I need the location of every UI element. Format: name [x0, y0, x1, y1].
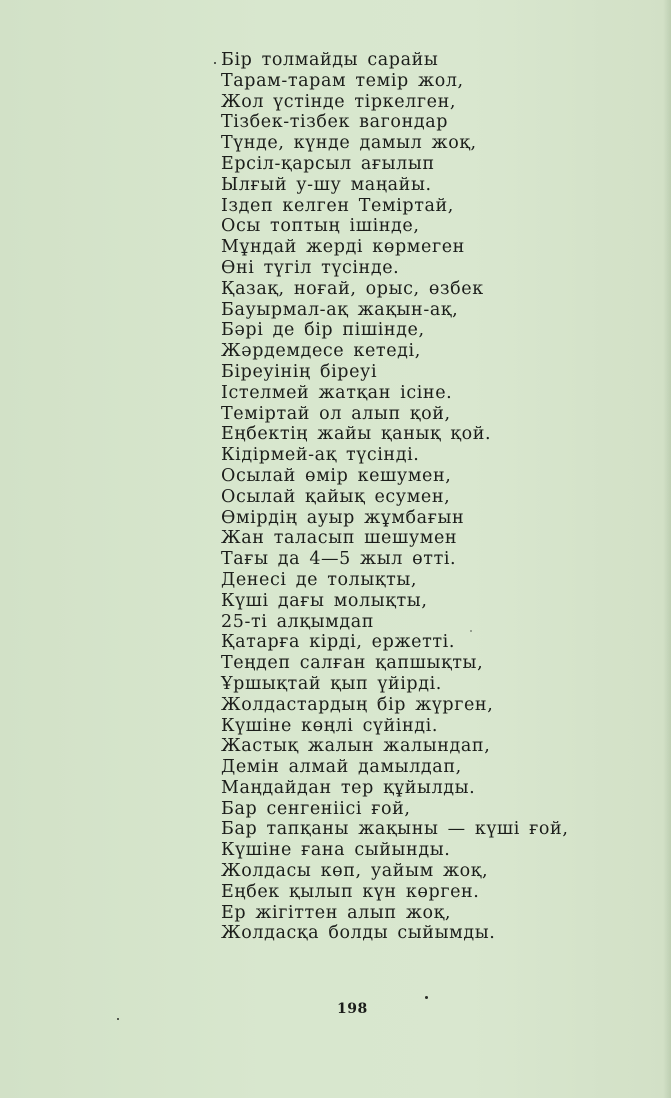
poem-line: Біреуінің біреуі	[221, 361, 378, 382]
poem-line: Бар тапқаны жақыны — күші ғой,	[221, 819, 569, 840]
poem-line: Ылғый у-шу маңайы.	[221, 174, 432, 195]
poem-line: Еңбек қылып күн көрген.	[221, 881, 480, 902]
poem-line: Осылай өмір кешумен,	[221, 465, 452, 486]
poem-line: Мұндай жерді көрмеген	[221, 237, 465, 258]
poem-line: Жан таласып шешумен	[221, 528, 458, 549]
poem-line: Тарам-тарам темір жол,	[221, 70, 464, 91]
poem-line: Бар сенгеніісі ғой,	[221, 798, 411, 819]
poem-line: Істелмей жатқан ісіне.	[221, 382, 453, 403]
ink-speck	[117, 1018, 119, 1020]
poem-line: Денесі де толықты,	[221, 569, 418, 590]
poem-text	[221, 50, 641, 944]
poem-line: Жәрдемдесе кетеді,	[221, 341, 421, 362]
poem-line: Осы топтың ішінде,	[221, 216, 420, 237]
poem-line: Жолдастардың бір жүрген,	[221, 694, 494, 715]
poem-line: Түнде, күнде дамыл жоқ,	[221, 133, 477, 154]
poem-line: Жолдасқа болды сыйымды.	[221, 923, 496, 944]
poem-line: Ұршықтай қып үйірді.	[221, 673, 442, 694]
poem-line: Жастық жалын жалындап,	[221, 736, 491, 757]
poem-line: Күші дағы молықты,	[221, 590, 428, 611]
poem-line: Жол үстінде тіркелген,	[221, 91, 457, 112]
poem-line: Кідірмей-ақ түсінді.	[221, 445, 420, 466]
poem-line: Осылай қайық есумен,	[221, 486, 451, 507]
ink-speck	[425, 996, 428, 999]
poem-line: Ерсіл-қарсыл ағылып	[221, 153, 435, 174]
poem-line: Қазақ, ноғай, орыс, өзбек	[221, 278, 484, 299]
poem-line: Іздеп келген Теміртай,	[221, 195, 454, 216]
poem-line: Бауырмал-ақ жақын-ақ,	[221, 299, 459, 320]
ink-speck	[214, 62, 216, 64]
poem-line: Күшіне көңлі сүйінді.	[221, 715, 438, 736]
poem-line: Демін алмай дамылдап,	[221, 757, 462, 778]
poem-line: 25-ті алқымдап	[221, 611, 374, 632]
poem-line: Қатарға кірді, ержетті.	[221, 632, 456, 653]
poem-line: Бір толмайды сарайы	[221, 50, 439, 70]
page-number: 198	[337, 1001, 368, 1017]
poem-line: Өмірдің ауыр жұмбағын	[221, 507, 465, 528]
poem-line: Бәрі де бір пішінде,	[221, 320, 425, 341]
poem-line: Тағы да 4—5 жыл өтті.	[221, 549, 457, 570]
poem-line: Маңдайдан тер құйылды.	[221, 777, 476, 798]
poem-line: Теңдеп салған қапшықты,	[221, 653, 484, 674]
poem-line: Күшіне ғана сыйынды.	[221, 840, 451, 861]
poem-line: Тізбек-тізбек вагондар	[221, 112, 449, 133]
poem-line: Ер жігіттен алып жоқ,	[221, 902, 452, 923]
poem-line: Өні түгіл түсінде.	[221, 257, 400, 278]
poem-line: Теміртай ол алып қой,	[221, 403, 451, 424]
poem-line: Жолдасы көп, уайым жоқ,	[221, 861, 489, 882]
poem-line: Еңбектің жайы қанық қой.	[221, 424, 492, 445]
